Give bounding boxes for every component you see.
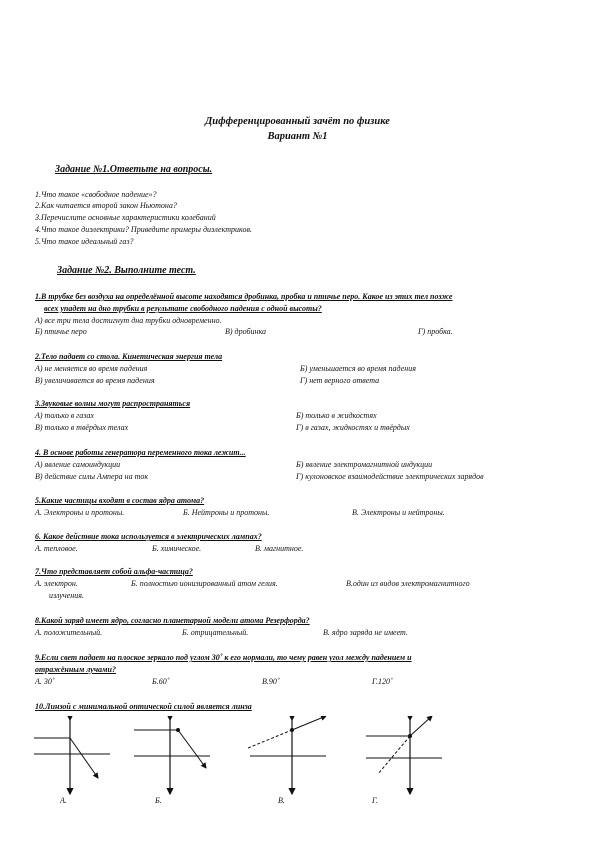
answer-option: А) явление самоиндукции <box>35 460 121 469</box>
lens-diagram-b <box>132 716 212 796</box>
answer-option: Г.120˚ <box>372 677 393 686</box>
answer-option: В. Электроны и нейтроны. <box>352 508 445 517</box>
answer-option: Б) уменьшается во время падения <box>300 364 416 373</box>
figure-label-b: Б. <box>155 796 162 805</box>
answer-option: В) действие силы Ампера на ток <box>35 472 149 481</box>
answer-option: А) все три тела достигнут дна трубки одновременно. <box>35 316 222 325</box>
test-question-2: 2.Тело падает со стола. Кинетическая энергия тела <box>35 352 223 361</box>
answer-option: Б) только в жидкостях <box>296 411 377 420</box>
answer-option: А. электрон. <box>35 579 78 588</box>
answer-option: Г) в газах, жидкостях и твёрдых <box>296 423 410 432</box>
test-question-7: 7.Что представляет собой альфа-частица? <box>35 567 193 576</box>
test-question-5: 5.Какие частицы входят в состав ядра атома? <box>35 496 205 505</box>
page-title: Дифференцированный зачёт по физике <box>205 116 390 127</box>
test-question-4: 4. В основе работы генератора переменного тока лежит... <box>35 448 246 457</box>
answer-option: Б) явление электромагнитной индукции <box>296 460 433 469</box>
test-question-9: 9.Если свет падает на плоское зеркало под углом 30˚ к его нормали, то чему равен угол между падением и <box>35 653 412 662</box>
answer-option: В) увеличивается во время падения <box>35 376 155 385</box>
answer-option: Г) нет верного ответа <box>300 376 380 385</box>
test-question-10: 10.Линзой с минимальной оптической силой является линза <box>35 702 252 711</box>
answer-option: А. Электроны и протоны. <box>35 508 125 517</box>
task1-question: 1.Что такое «свободное падение»? <box>35 190 157 199</box>
answer-option: Б. полностью ионизированный атом гелия. <box>131 579 278 588</box>
answer-option: Б. Нейтроны и протоны. <box>183 508 270 517</box>
task1-question: 3.Перечислите основные характеристики колебаний <box>35 213 216 222</box>
answer-option: В.один из видов электромагнитного <box>346 579 470 588</box>
answer-option: А. тепловое. <box>35 544 78 553</box>
lens-diagram-a <box>32 716 112 796</box>
figure-label-c: В. <box>278 796 285 805</box>
answer-option: В) только в твёрдых телах <box>35 423 129 432</box>
lens-diagram-d <box>364 716 444 796</box>
task2-heading: Задание №2. Выполните тест. <box>57 265 196 276</box>
test-question-3: 3.Звуковые волны могут распространяться <box>35 399 191 408</box>
page-subtitle: Вариант №1 <box>267 131 328 142</box>
task1-question: 2.Как читается второй закон Ньютона? <box>35 201 177 210</box>
answer-option: А. 30˚ <box>35 677 55 686</box>
figure-label-a: А. <box>60 796 67 805</box>
answer-option: В) дробинка <box>225 327 267 336</box>
answer-option: В. ядро заряда не имеет. <box>323 628 408 637</box>
answer-option: А. положительный. <box>35 628 103 637</box>
answer-option: Г) кулоновское взаимодействие электрических зарядов <box>296 472 484 481</box>
task1-heading: Задание №1.Ответьте на вопросы. <box>55 164 213 175</box>
answer-option: Б. химическое. <box>152 544 202 553</box>
answer-option: В. магнитное. <box>255 544 304 553</box>
answer-option: Б.60˚ <box>152 677 170 686</box>
test-question-8: 8.Какой заряд имеет ядро, согласно планетарной модели атома Резерфорда? <box>35 616 310 625</box>
answer-option: Г) пробка. <box>418 327 453 336</box>
test-question-1-cont: всех упадет на дно трубки в результате свободного падения с одной высоты? <box>44 304 322 313</box>
answer-option: Б) птичье перо <box>35 327 87 336</box>
lens-diagram-c <box>248 716 328 796</box>
answer-option: А) только в газах <box>35 411 94 420</box>
answer-option: Б. отрицательный. <box>182 628 249 637</box>
figure-label-d: Г. <box>372 796 378 805</box>
test-question-6: 6. Какое действие тока используется в электрических лампах? <box>35 532 262 541</box>
task1-question: 5.Что такое идеальный газ? <box>35 237 134 246</box>
answer-option: В.90˚ <box>262 677 280 686</box>
test-question-9-cont: отражённым лучами? <box>35 665 116 674</box>
answer-option: А) не меняется во время падения <box>35 364 148 373</box>
test-question-1: 1.В трубке без воздуха на определённой высоте находятся дробинка, пробка и птичье перо. Какое из этих тел позже <box>35 292 453 301</box>
answer-option-cont: излучения. <box>49 591 84 600</box>
task1-question: 4.Что такое диэлектрики? Приведите примеры диэлектриков. <box>35 225 252 234</box>
